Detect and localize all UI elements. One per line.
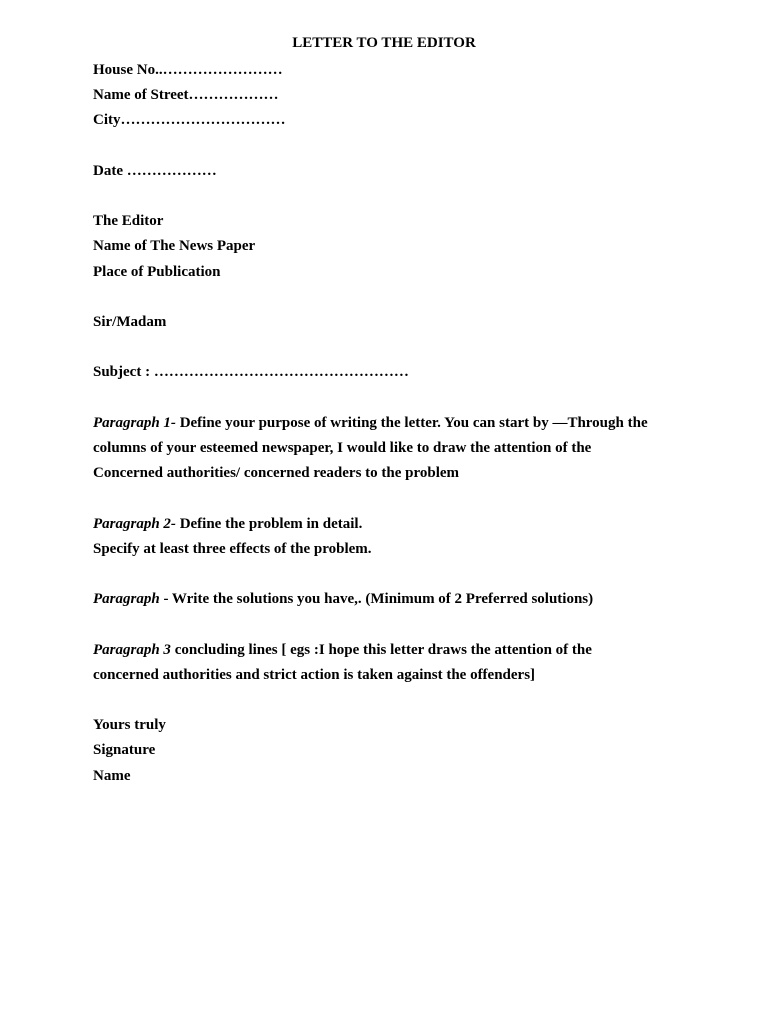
letter-title: LETTER TO THE EDITOR [292,35,476,51]
sender-house: House No..…………………… [93,62,283,78]
recipient-place: Place of Publication [93,263,221,280]
paragraph-1 [93,411,683,436]
paragraph-2 [93,512,683,537]
salutation: Sir/Madam [93,313,167,330]
paragraph-3-line-1: concluding lines [ egs :I hope this letter draws the attention of the [170,641,592,658]
paragraph-2-line-1: Define the problem in detail. [175,515,363,532]
paragraph-1-line-3: Concerned authorities/ concerned readers to the problem [93,465,460,482]
paragraph-solutions-lead: Paragraph [93,591,160,608]
paragraph-1-lead: Paragraph 1- [93,414,176,431]
subject-line: Subject : …………………………………………… [93,364,409,381]
paragraph-2-line-2: Specify at least three effects of the problem. [93,540,372,557]
recipient-newspaper: Name of The News Paper [93,238,256,255]
closing-signature: Signature [93,742,156,759]
paragraph-1-line-1: Define your purpose of writing the letter. You can start by —Through the [175,414,648,431]
paragraph-2-lead: Paragraph 2- [93,515,176,532]
date-line: Date ……………… [93,162,217,179]
paragraph-3 [93,638,683,663]
sender-street: Name of Street……………… [93,87,279,104]
recipient-editor: The Editor [93,213,164,230]
paragraph-3-lead: Paragraph 3 [93,641,171,658]
paragraph-solutions-line-1: - Write the solutions you have,. (Minimum of 2 Preferred solutions) [159,591,594,608]
paragraph-1-line-2: columns of your esteemed newspaper, I would like to draw the attention of the [93,439,592,456]
paragraph-3-line-2: concerned authorities and strict action is taken against the offenders] [93,666,536,683]
sender-city: City…………………………… [93,112,286,129]
letter-body [93,58,683,789]
closing-name: Name [93,767,131,784]
closing-yours: Yours truly [93,717,166,734]
paragraph-solutions [93,587,683,612]
